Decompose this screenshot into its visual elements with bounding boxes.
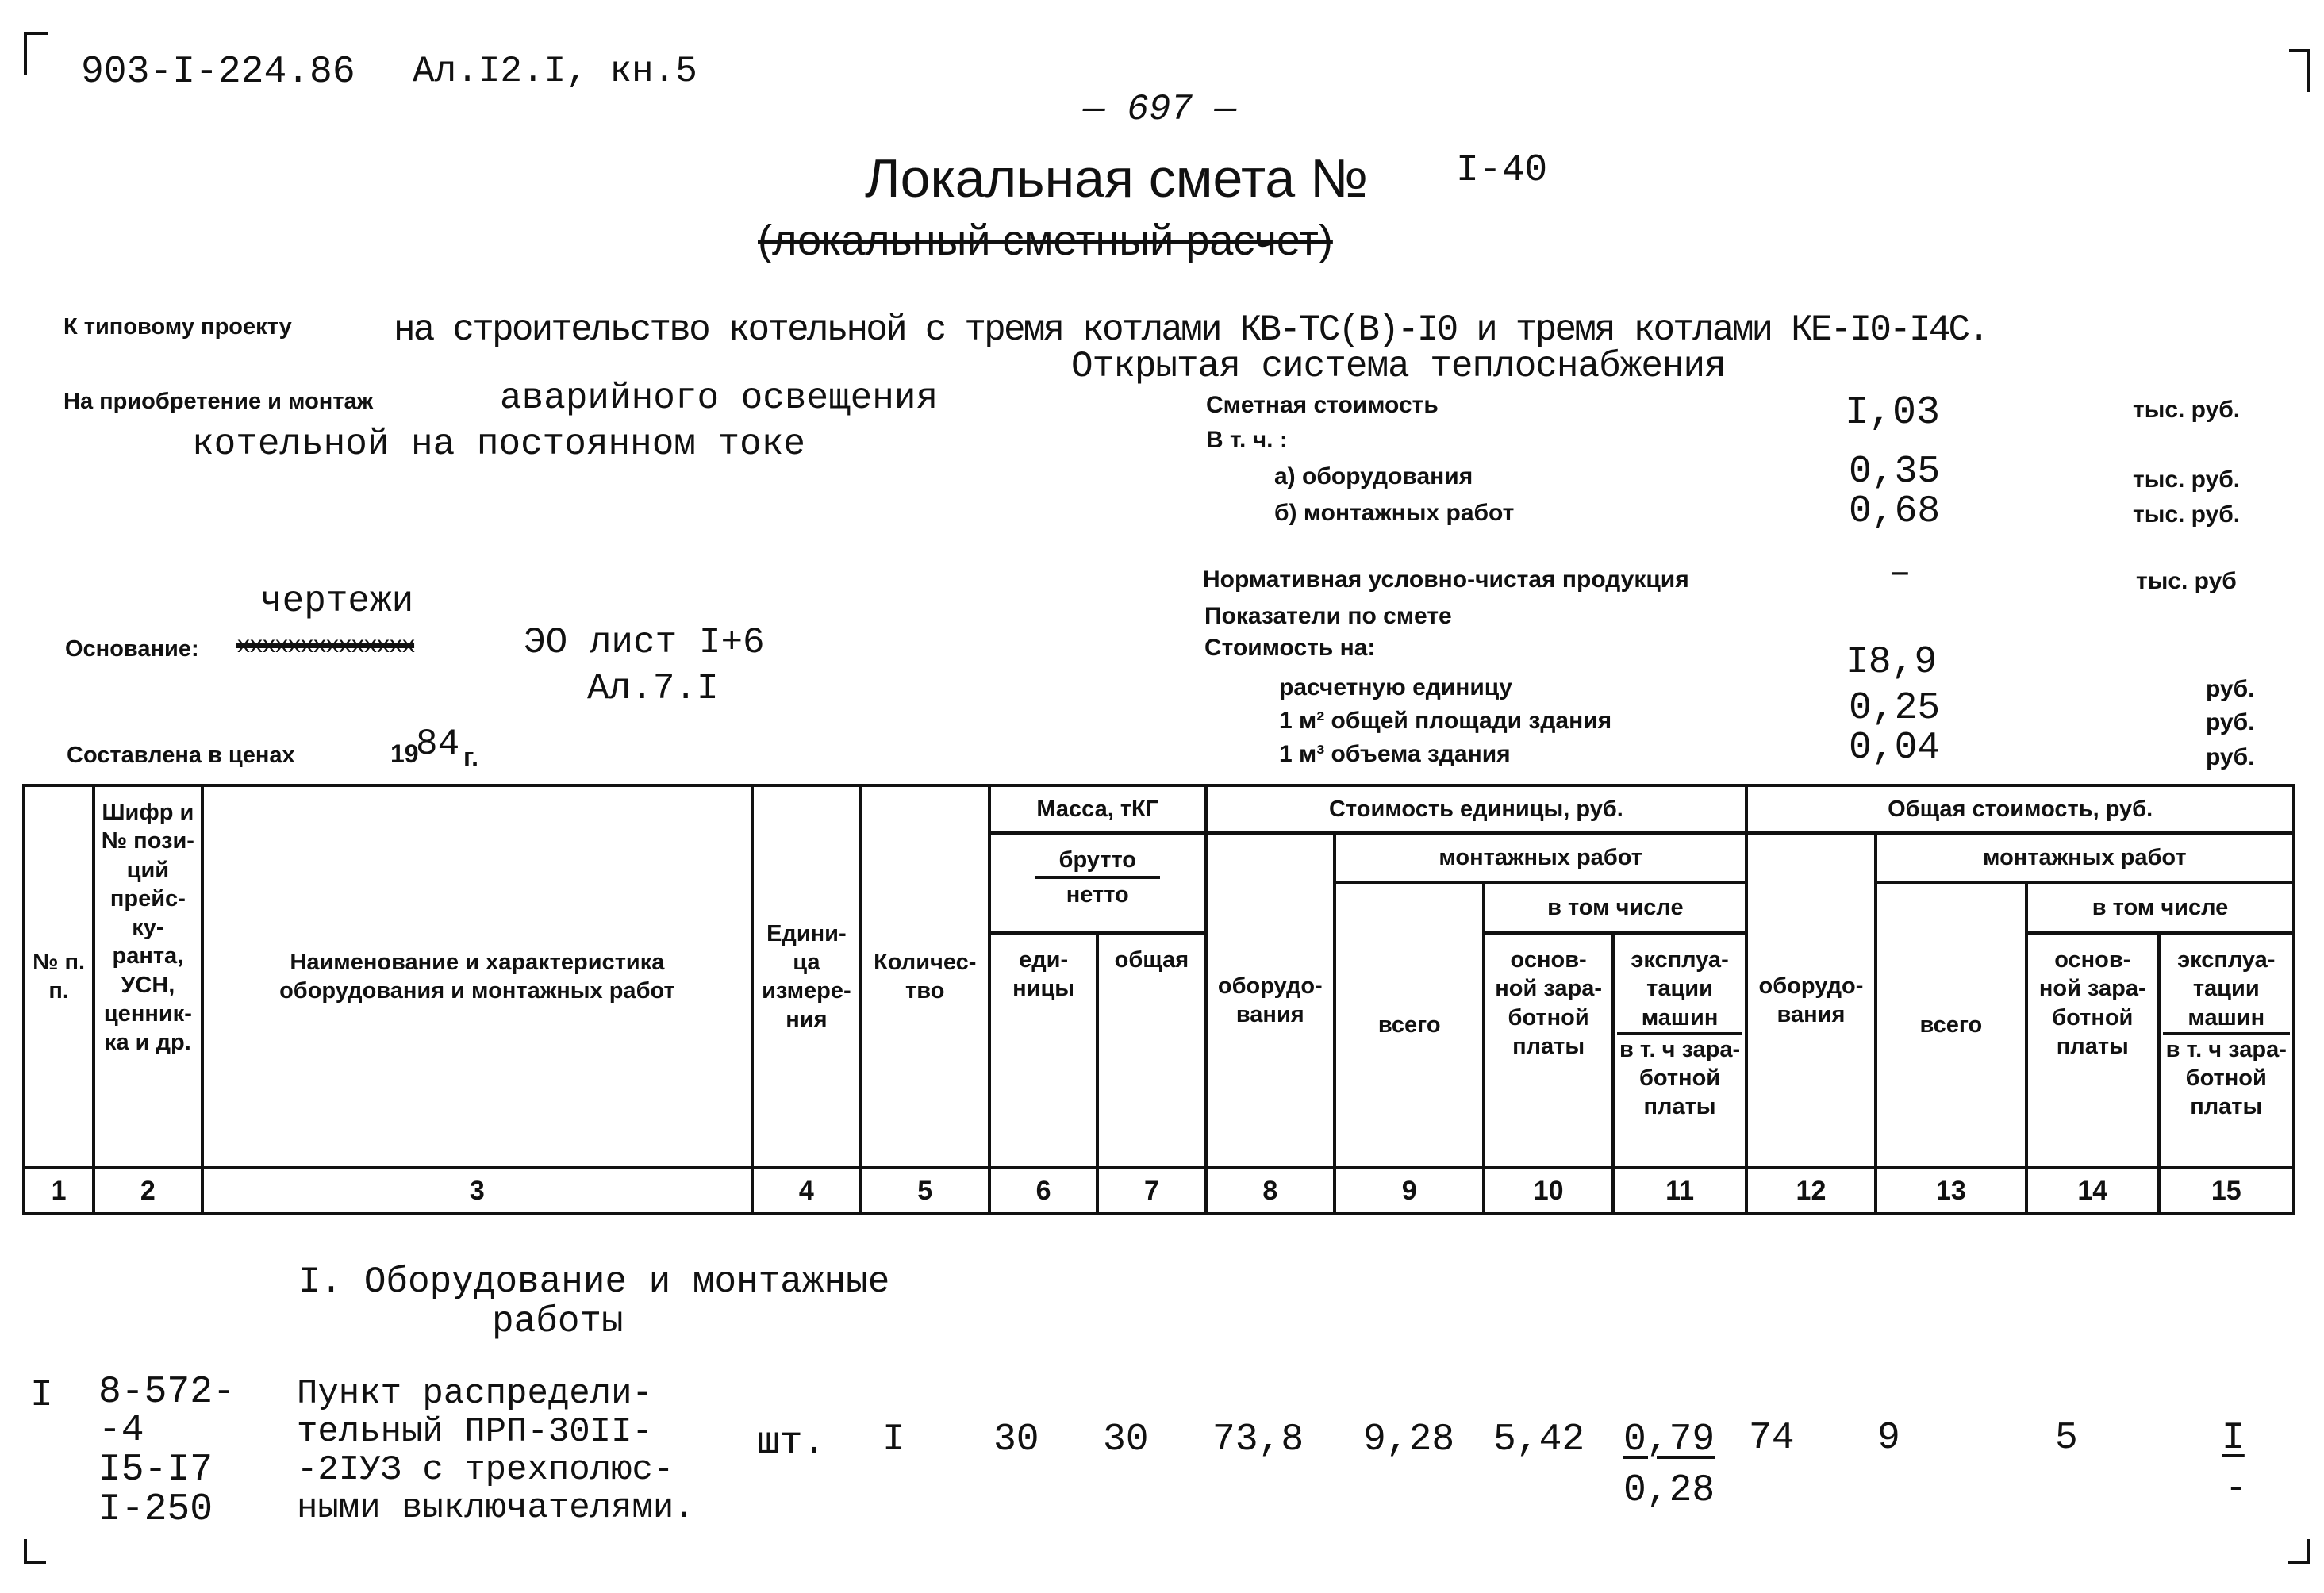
basis-sheet: ЭО лист I+6 xyxy=(524,622,765,663)
header-brutto-netto xyxy=(989,833,1206,933)
row-machines-unit-cost: 0,79 xyxy=(1623,1418,1715,1461)
row-machines-total: I xyxy=(2222,1417,2245,1460)
equipment-label: а) оборудования xyxy=(1274,463,1473,489)
normative-label: Нормативная условно-чистая продукция xyxy=(1203,566,1689,593)
per-m2-label: 1 м² общей площади здания xyxy=(1279,708,1612,734)
column-number: 14 xyxy=(2026,1168,2158,1214)
header-name: Наименование и характеристика оборудования и монтажных работ xyxy=(202,785,753,1168)
per-m3-value: 0,04 xyxy=(1849,727,1941,770)
header-unit: Едини- ца измере- ния xyxy=(752,785,860,1168)
header-unit-incl: в том числе xyxy=(1484,882,1746,933)
row-code-line: 8-572- xyxy=(98,1371,236,1414)
per-m2-unit: руб. xyxy=(2206,709,2255,735)
per-unit-value: I8,9 xyxy=(1846,641,1938,684)
installation-value: 0,68 xyxy=(1849,490,1941,533)
per-m3-label: 1 м³ объема здания xyxy=(1279,741,1511,767)
row-machines-wages-unit-cost: 0,28 xyxy=(1623,1469,1715,1512)
estimated-cost-value: I,03 xyxy=(1845,390,1941,436)
row-mass-total: 30 xyxy=(1103,1418,1149,1461)
column-number: 13 xyxy=(1876,1168,2026,1214)
column-number: 3 xyxy=(202,1168,753,1214)
header-unit-wages: основ- ной зара- ботной платы xyxy=(1484,933,1612,1168)
normative-unit: тыс. руб xyxy=(2136,568,2237,594)
row-wages-total: 5 xyxy=(2055,1417,2078,1460)
row-machines-wages-total: - xyxy=(2225,1468,2248,1510)
row-quantity: I xyxy=(882,1418,905,1461)
compiled-label: Составлена в ценах xyxy=(67,743,295,768)
indicators-label: Показатели по смете xyxy=(1204,603,1452,629)
compiled-year-suffix: г. xyxy=(463,743,479,771)
document-code: 903-I-224.86 xyxy=(81,51,355,94)
row-name-line: ными выключателями. xyxy=(297,1488,695,1528)
installation-label: б) монтажных работ xyxy=(1274,500,1515,526)
header-no: № п. п. xyxy=(24,785,94,1168)
column-number: 5 xyxy=(861,1168,989,1214)
estimated-cost-label: Сметная стоимость xyxy=(1206,392,1439,418)
per-m2-value: 0,25 xyxy=(1849,687,1941,730)
column-number: 15 xyxy=(2159,1168,2295,1214)
per-m3-unit: руб. xyxy=(2206,744,2255,770)
cost-for-label: Стоимость на: xyxy=(1204,635,1376,661)
incl-label: В т. ч. : xyxy=(1206,427,1288,453)
estimate-header-table xyxy=(22,784,2295,1215)
column-number: 12 xyxy=(1746,1168,1875,1214)
header-total-machines xyxy=(2159,933,2295,1168)
header-total-cost: Общая стоимость, руб. xyxy=(1746,785,2294,833)
equipment-value: 0,35 xyxy=(1849,451,1941,493)
column-number: 6 xyxy=(989,1168,1097,1214)
corner-mark-bottom-right xyxy=(2288,1539,2310,1564)
section-heading-line-2: работы xyxy=(492,1301,624,1342)
corner-mark-top-right xyxy=(2289,49,2310,92)
header-quantity: Количес- тво xyxy=(861,785,989,1168)
estimate-number: I-40 xyxy=(1456,149,1548,192)
row-name-line: -2IУЗ с трехполюс- xyxy=(297,1450,674,1490)
basis-label: Основание: xyxy=(65,636,199,662)
header-unit-cost: Стоимость единицы, руб. xyxy=(1206,785,1747,833)
column-number: 1 xyxy=(24,1168,94,1214)
basis-album: Ал.7.I xyxy=(587,668,719,709)
estimate-title: Локальная смета № xyxy=(865,148,1369,209)
header-unit-machines-sub: в т. ч зара- ботной платы xyxy=(1619,1036,1741,1120)
header-mass-total: общая xyxy=(1097,933,1205,1168)
header-unit-inst-total: всего xyxy=(1335,882,1484,1168)
header-unit-equipment: оборудо- вания xyxy=(1206,833,1335,1168)
compiled-year-prefix: 19 xyxy=(390,739,419,768)
section-heading-line-1: I. Оборудование и монтажные xyxy=(298,1261,890,1303)
estimated-cost-unit: тыс. руб. xyxy=(2133,397,2241,423)
column-number: 8 xyxy=(1206,1168,1335,1214)
normative-value: – xyxy=(1888,552,1911,595)
corner-mark-bottom-left xyxy=(24,1539,46,1564)
row-code-line: -4 xyxy=(98,1409,144,1452)
header-unit-installation: монтажных работ xyxy=(1335,833,1746,882)
row-unit: шт. xyxy=(757,1422,826,1464)
row-mass-unit: 30 xyxy=(993,1418,1039,1461)
installation-unit: тыс. руб. xyxy=(2133,501,2241,528)
header-total-machines-label: эксплуа- тации машин xyxy=(2163,946,2291,1035)
row-code-line: I5-I7 xyxy=(98,1449,213,1491)
header-total-equipment: оборудо- вания xyxy=(1746,833,1875,1168)
corner-mark-top-left xyxy=(24,32,48,75)
header-total-inst-total: всего xyxy=(1876,882,2026,1168)
purpose-label: На приобретение и монтаж xyxy=(63,389,374,414)
basis-struck: xxxxxxxxxxxxxx xyxy=(236,633,415,660)
compiled-year: 84 xyxy=(416,724,460,765)
header-unit-machines-label: эксплуа- тации машин xyxy=(1617,946,1742,1035)
header-brutto: брутто xyxy=(1035,843,1160,879)
purpose-line-1: аварийного освещения xyxy=(500,378,939,419)
heating-system: Открытая система теплоснабжения xyxy=(1071,346,1726,387)
row-equipment-unit-cost: 73,8 xyxy=(1212,1418,1304,1461)
row-installation-unit-cost: 9,28 xyxy=(1363,1418,1455,1461)
header-netto: нетто xyxy=(1066,882,1129,908)
column-number: 7 xyxy=(1097,1168,1205,1214)
header-total-machines-sub: в т. ч зара- ботной платы xyxy=(2165,1036,2287,1120)
header-code: Шифр и № пози- ций прейс- ку- ранта, УСН, ценник- ка и др. xyxy=(94,785,202,1168)
header-unit-machines xyxy=(1613,933,1746,1168)
header-total-installation: монтажных работ xyxy=(1876,833,2294,882)
row-name-line: тельный ПРП-30II- xyxy=(297,1412,653,1452)
column-number: 11 xyxy=(1613,1168,1746,1214)
column-number: 2 xyxy=(94,1168,202,1214)
equipment-unit: тыс. руб. xyxy=(2133,466,2241,493)
purpose-line-2: котельной на постоянном токе xyxy=(192,424,805,465)
column-number: 9 xyxy=(1335,1168,1484,1214)
project-label: К типовому проекту xyxy=(63,314,292,340)
per-unit-label: расчетную единицу xyxy=(1279,674,1512,701)
album-reference: Ал.I2.I, кн.5 xyxy=(413,51,697,92)
column-number: 4 xyxy=(752,1168,860,1214)
project-text: на строительство котельной с тремя котлами КВ-ТС(В)-I0 и тремя котлами КЕ-I0-I4С. xyxy=(394,309,1988,351)
column-number: 10 xyxy=(1484,1168,1612,1214)
header-total-incl: в том числе xyxy=(2026,882,2294,933)
header-total-wages: основ- ной зара- ботной платы xyxy=(2026,933,2158,1168)
row-code-line: I-250 xyxy=(98,1488,213,1531)
header-mass: Масса, тКГ xyxy=(989,785,1206,833)
header-mass-unit: еди- ницы xyxy=(989,933,1097,1168)
basis-drawings: чертежи xyxy=(260,581,414,622)
page-number: — 697 — xyxy=(1083,89,1237,130)
row-number: I xyxy=(30,1374,53,1417)
per-unit-unit: руб. xyxy=(2206,676,2255,702)
row-installation-total: 9 xyxy=(1877,1417,1900,1460)
row-wages-unit-cost: 5,42 xyxy=(1493,1418,1585,1461)
struck-subtitle: (локальный сметный расчет) xyxy=(758,217,1333,264)
row-name-line: Пункт распредели- xyxy=(297,1374,653,1414)
row-equipment-total: 74 xyxy=(1749,1417,1795,1460)
